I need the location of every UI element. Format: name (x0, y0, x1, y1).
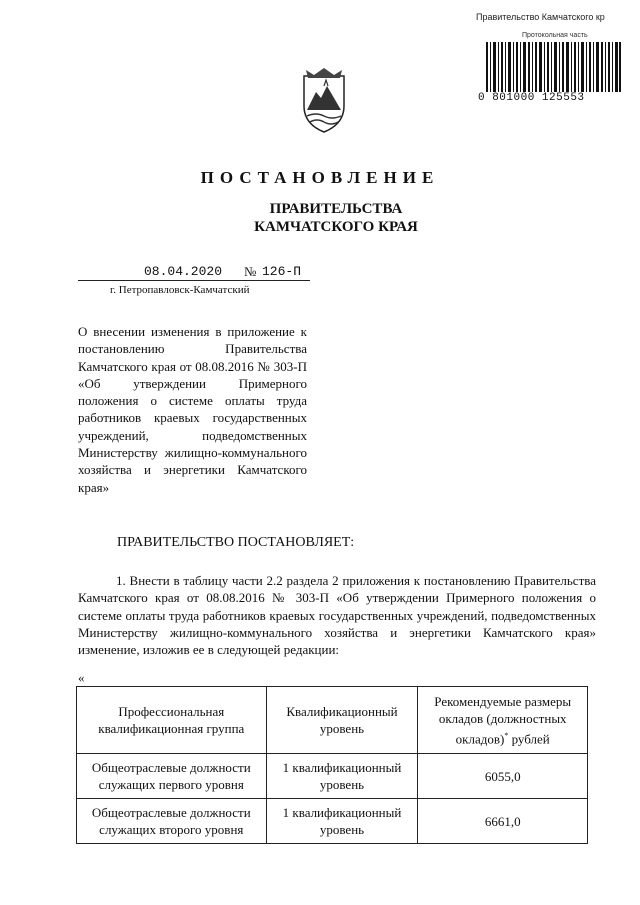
row-level: 1 квалификационный уровень (266, 754, 418, 799)
row-salary: 6661,0 (418, 799, 588, 844)
row-group: Общеотраслевые должности служащих первого уровня (77, 754, 267, 799)
document-number: 126-П (262, 264, 302, 279)
document-date: 08.04.2020 (144, 264, 223, 279)
table-header-row (77, 687, 588, 754)
table-row (77, 799, 588, 844)
date-number-line (78, 264, 310, 281)
header-level: Квалификационный уровень (266, 687, 418, 754)
open-quote: « (78, 670, 85, 685)
row-level: 1 квалификационный уровень (266, 799, 418, 844)
preamble: ПРАВИТЕЛЬСТВО ПОСТАНОВЛЯЕТ: (117, 535, 355, 550)
document-subject: О внесении изменения в приложение к постановлению Правительства Камчатского края от 08.08.2016 № 303-П «Об утверждении Примерного положения о системе оплаты труда работников краевых государственных учреждений, подведомственных Министерству жилищно-коммунального хозяйства и энергетики Камчатского края» (78, 324, 307, 495)
header-group: Профессиональная квалификационная группа (77, 687, 267, 754)
document-city: г. Петропавловск-Камчатский (110, 284, 250, 296)
header-salary-text: Рекомендуемые размеры окладов (должностных окладов) (434, 693, 572, 747)
stamp-organization: Правительство Камчатского кр (476, 12, 605, 22)
government-line-2: КАМЧАТСКОГО КРАЯ (254, 219, 418, 235)
stamp-part: Протокольная часть (522, 32, 588, 39)
number-sign: № (244, 264, 257, 279)
salary-table (76, 686, 588, 844)
row-group: Общеотраслевые должности служащих второго уровня (77, 799, 267, 844)
barcode-icon (486, 42, 621, 92)
document-title: ПОСТАНОВЛЕНИЕ (200, 168, 440, 187)
paragraph-1: 1. Внести в таблицу части 2.2 раздела 2 приложения к постановлению Правительства Камчатского края от 08.08.2016 № 303-П «Об утверждении Примерного положения о системе оплаты труда работников краевых государственных учреждений, подведомственных Министерству жилищно-коммунального хозяйства и энергетики Камчатского края» изменение, изложив ее в следующей редакции: (78, 573, 596, 658)
coat-of-arms-icon (298, 66, 350, 134)
table-row (77, 754, 588, 799)
barcode-number: 0 801000 125553 (478, 92, 585, 104)
header-salary-mark: * (504, 730, 509, 740)
government-line-1: ПРАВИТЕЛЬСТВА (269, 201, 403, 217)
row-salary: 6055,0 (418, 754, 588, 799)
header-salary (418, 687, 588, 754)
header-salary-unit: рублей (508, 731, 550, 747)
